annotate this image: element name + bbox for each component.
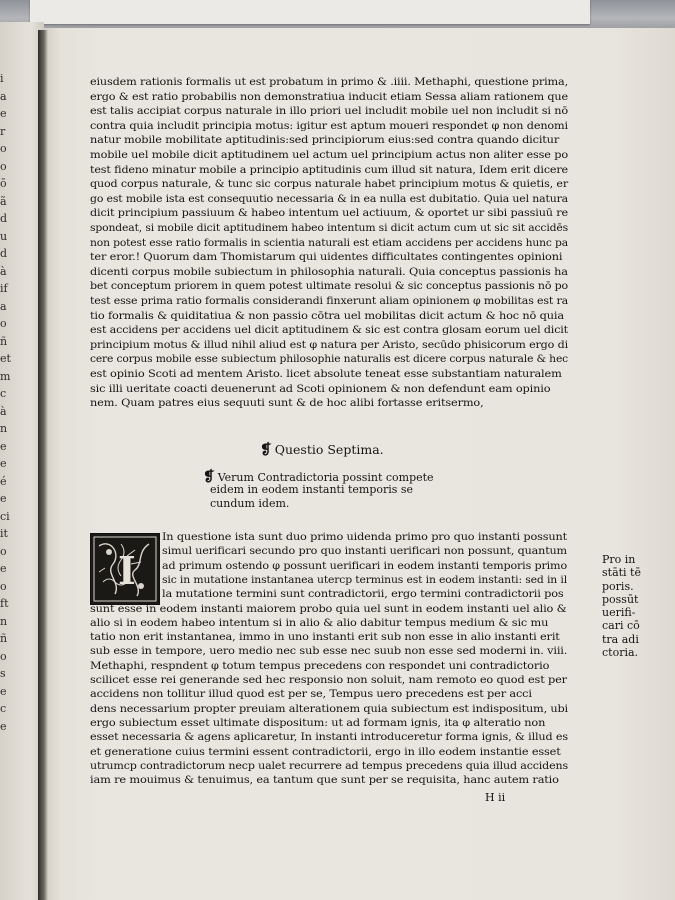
left-page-fragment: i [0,72,4,85]
body-line: principium motus & illud nihil aliud est φ natura per Aristo, secūdo phisicorum ergo di [90,338,568,351]
left-page-fragment: m [0,369,11,383]
margin-note-line: cari cō [602,619,640,633]
svg-text:I: I [118,548,136,593]
answer-line: sunt esse in eodem instanti maiorem probo quia uel sunt in eodem instanti uel alio & [90,602,567,615]
left-page-fragment: o [0,649,7,663]
left-page-fragment: ft [0,597,9,610]
answer-line: tatio non erit instantanea, immo in uno instanti erit sub non esse in alio instanti erit [90,631,560,644]
question-text: cundum idem. [210,497,290,510]
margin-note-line: tra adi [602,632,639,646]
answer-line: ergo subiectum esset ultimate dispositum: ut ad formam ignis, ita φ alteratio non [90,716,546,729]
left-page-fragment: e [0,439,7,453]
margin-note-line: uerifi- [602,606,636,620]
answer-line: iam re mouimus & tenuimus, ea tantum que sunt per se requisita, hanc autem ratio [90,774,559,787]
answer-line: dens necessarium propter preuiam alterationem quia subiectum est indispositum, ubi [90,702,568,715]
body-line: bet conceptum priorem in quem potest ultimate resolui & sic conceptus passionis nō po [90,280,568,293]
left-page-fragment: o [0,142,7,155]
left-page-fragment: é [0,474,7,488]
body-line: nem. Quam patres eius sequuti sunt & de hoc alibi fortasse eritsermo, [90,397,484,410]
answer-line: la mutatione termini sunt contradictorii, ergo termini contradictorii pos [162,588,564,601]
left-page-fragment: à [0,404,7,418]
section-heading [260,442,384,458]
body-line: spondeat, si mobile dicit aptitudinem habeo intentum si dicit actum cum ut sic sit accidēs [90,222,568,234]
body-line: dicit principium passiuum & habeo intentum uel actiuum, & oportet ur sibi passiuū re [90,207,568,220]
body-line: sic illi ueritate coacti deuenerunt ad Scoti opinionem & non defendunt eam opinio [90,382,551,395]
left-page-fragment: à [0,264,7,278]
body-line: ter eror.! Quorum dam Thomistarum qui uidentes difficultates contingentes opinioni [90,251,563,264]
body-line: tio formalis & quiditatiua & non passio cōtra uel mobilitas dicit actum & hoc nō quia [90,309,564,322]
left-page-fragment: d [0,212,8,225]
left-page-fragment: e [0,719,7,733]
margin-note-line: Pro in [602,553,636,566]
answer-line: utrumcp contradictorum necp ualet recurrere ad tempus precedens quia illud accidens [90,759,568,772]
body-line: est accidens per accidens uel dicit aptitudinem & sic est contra glosam eorum uel dicit [90,324,568,337]
left-page-text-edge [0,70,14,735]
body-line: mobile uel mobile dicit aptitudinem uel actum uel principium actus non aliter esse po [90,149,568,161]
left-page-fragment: o [0,544,7,558]
paragraph-mark-icon: ❡ [203,469,215,485]
left-page-fragment: r [0,124,6,138]
question-text: Verum Contradictoria possint compete [217,471,434,484]
question-line [210,497,289,510]
left-page-fragment: d [0,247,8,260]
body-line: est opinio Scoti ad mentem Aristo. licet absolute teneat esse substantiam naturalem [90,368,562,380]
question-text: eidem in eodem instanti temporis se [210,483,414,496]
left-page-fragment: it [0,527,8,540]
left-page-fragment: e [0,107,7,120]
answer-line: alio si in eodem habeo intentum si in alio & alio dabitur tempus medium & sic mu [90,616,549,629]
left-page-fragment: u [0,229,8,243]
left-page-fragment: e [0,684,7,698]
left-page-fragment: a [0,299,7,313]
body-line: test fideno minatur mobile a principio aptitudinis cum illud sit natura, Idem erit dicere [90,163,568,176]
left-page-fragment: s [0,667,6,680]
left-page-fragment: o [0,579,7,593]
answer-line: scilicet esse rei generande sed hec responsio non soluit, nam remoto eo quod est per [90,674,567,686]
answer-line: et generatione cuius termini essent contradictorii, ergo in illo eodem instantie esset [90,745,561,758]
overlapping-sheet [30,0,590,24]
question-line [210,483,413,496]
left-page-fragment: o [0,317,7,330]
heading-text: Questio Septima. [274,442,384,457]
book-gutter [38,30,48,900]
left-page-fragment: c [0,702,7,715]
answer-line: ad primum ostendo φ possunt uerificari in eodem instanti temporis primo [162,559,567,572]
body-line: dicenti corpus mobile subiectum in philosophia naturali. Quia conceptus passionis ha [90,265,568,278]
left-page-fragment: n [0,422,8,435]
body-line: eiusdem rationis formalis ut est probatum in primo & .iiii. Methaphi, questione prima, [90,76,568,88]
paragraph-mark-icon: ❡ [260,442,272,458]
body-line: est talis accipiat corpus naturale in illo priori uel includit mobile uel non includit si nō [90,105,568,118]
marginal-note [602,553,672,659]
answer-line: Methaphi, respndent φ totum tempus precedens con respondet uni contradictorio [90,659,550,672]
left-page-fragment: a [0,89,7,103]
left-page-fragment: n [0,614,8,628]
body-line: quod corpus naturale, & tunc sic corpus naturale habet principium motus & quietis, er [90,178,568,191]
answer-line: accidens non tollitur illud quod est per se, Tempus uero precedens est per acci [90,688,532,701]
left-page-fragment: o [0,159,7,173]
answer-line: sic in mutatione instantanea utercp terminus est in eodem instanti: sed in il [162,573,567,586]
signature-mark: H ii [485,791,506,804]
answer-line: sub esse in tempore, uero medio nec sub esse nec suub non esse sed moderni in. viii. [90,645,568,658]
left-page-fragment: e [0,457,7,470]
margin-note-line: stāti tē [602,566,641,580]
left-page-fragment: ci [0,509,10,523]
left-page-fragment: c [0,387,7,400]
left-page-fragment: e [0,562,7,575]
body-line: test esse prima ratio formalis considerandi finxerunt aliam opinionem φ mobilitas est ra [90,295,568,307]
left-page-fragment: ñ [0,632,8,645]
body-line: contra quia includit principia motus: igitur est aptum moueri respondet φ non denomi [90,119,568,132]
margin-note-line: possūt [602,592,639,606]
margin-note-line: poris. [602,579,634,593]
body-line: go est mobile ista est consequutio necessaria & in ea nulla est dubitatio. Quia uel natura [90,192,568,205]
answer-line: simul uerificari secundo pro quo instanti uerificari non possunt, quantum [162,545,567,558]
left-page-fragment: ñ [0,334,8,348]
decorated-initial-icon [90,533,160,605]
answer-line: In questione ista sunt duo primo uidenda primo pro quo instanti possunt [162,531,567,543]
left-page-fragment: ō [0,177,7,190]
left-page-fragment: if [0,282,8,295]
body-line: cere corpus mobile esse subiectum philosophie naturalis est dicere corpus naturale & hec [90,353,568,366]
left-page-fragment: e [0,492,7,505]
answer-line: esset necessaria & agens aplicaretur, In instanti introduceretur forma ignis, & illud es [90,731,568,744]
margin-note-line: ctoria. [602,646,639,660]
left-page-fragment: ã [0,194,7,208]
body-line: non potest esse ratio formalis in scientia naturali est etiam accidens per accidens hunc pa [90,236,568,249]
left-page-fragment: et [0,352,11,365]
body-line: ergo & est ratio probabilis non demonstratiua inducit etiam Sessa aliam rationem que [90,90,568,103]
body-line: natur mobile mobilitate aptitudinis:sed principiorum eius:sed contra quando dicitur [90,134,560,147]
